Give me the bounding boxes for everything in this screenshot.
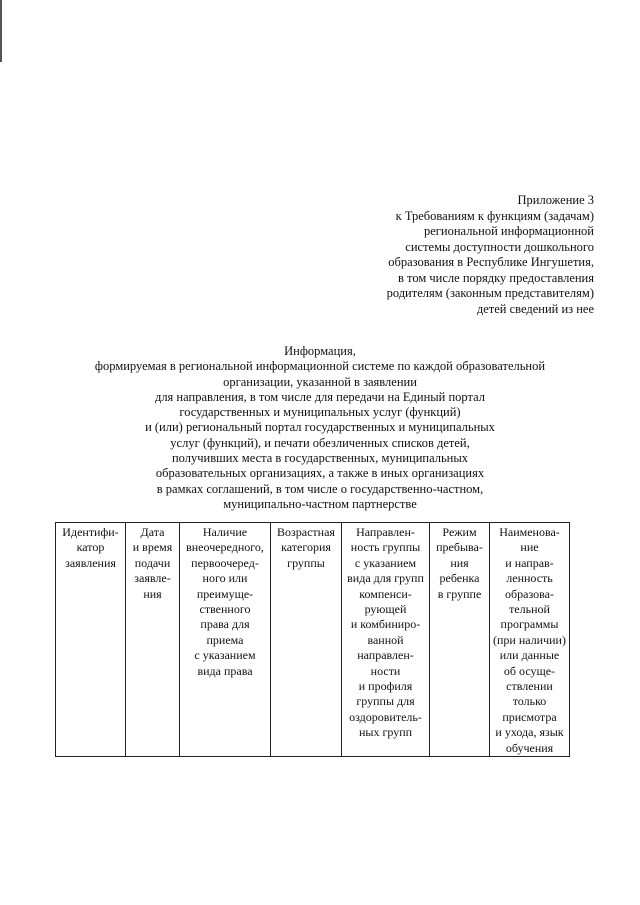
- title-line: муниципально-частном партнерстве: [223, 496, 417, 511]
- header-cell-date: Дата и время подачи заявле- ния: [126, 523, 180, 757]
- header-cell-age-category: Возрастная категория группы: [271, 523, 342, 757]
- document-title: [60, 344, 580, 512]
- appendix-line: к Требованиям к функциям (задачам): [395, 208, 594, 223]
- title-line: услуг (функций), и печати обезличенных списков детей,: [170, 435, 470, 450]
- title-line: и (или) региональный портал государственных и муниципальных: [145, 420, 495, 435]
- scan-edge-mark: [0, 0, 2, 62]
- information-table: [55, 522, 570, 757]
- title-line: организации, указанной в заявлении: [223, 374, 417, 389]
- title-line: формируемая в региональной информационной системе по каждой образовательной: [94, 359, 546, 374]
- table-header-row: [56, 523, 570, 757]
- appendix-block: [264, 193, 594, 317]
- header-cell-identifier: Идентифи- катор заявления: [56, 523, 126, 757]
- appendix-line: в том числе порядку предоставления: [398, 270, 594, 285]
- title-line: государственных и муниципальных услуг (функций): [179, 405, 461, 420]
- title-line: получивших места в государственных, муниципальных: [171, 451, 469, 466]
- title-line: для направления, в том числе для передачи на Единый портал: [154, 389, 486, 404]
- title-line: в рамках соглашений, в том числе о государственно-частном,: [156, 481, 484, 496]
- title-line: Информация,: [284, 344, 356, 358]
- appendix-line: региональной информационной: [423, 224, 594, 238]
- header-cell-priority-right: Наличие внеочередного, первоочеред- ного или преимуще- ственного права для приема с указанием вида права: [180, 523, 271, 757]
- appendix-line: системы доступности дошкольного: [405, 239, 594, 254]
- header-cell-group-focus: Направлен- ность группы с указанием вида для групп компенси- рующей и комбиниро- ванной направлен- ности и профиля группы для оздоровитель- ных групп: [342, 523, 430, 757]
- appendix-line: родителям (законным представителям): [386, 286, 594, 300]
- header-cell-stay-mode: Режим пребыва- ния ребенка в группе: [430, 523, 490, 757]
- title-line: образовательных организациях, а также в иных организациях: [155, 466, 485, 481]
- appendix-line: Приложение 3: [517, 193, 594, 207]
- header-cell-program: Наименова- ние и направ- ленность образова- тельной программы (при наличии) или данные об осуще- ствлении только присмотра и ухода, язык обучения: [490, 523, 570, 757]
- appendix-line: образования в Республике Ингушетия,: [388, 255, 594, 269]
- appendix-line: детей сведений из нее: [476, 301, 594, 316]
